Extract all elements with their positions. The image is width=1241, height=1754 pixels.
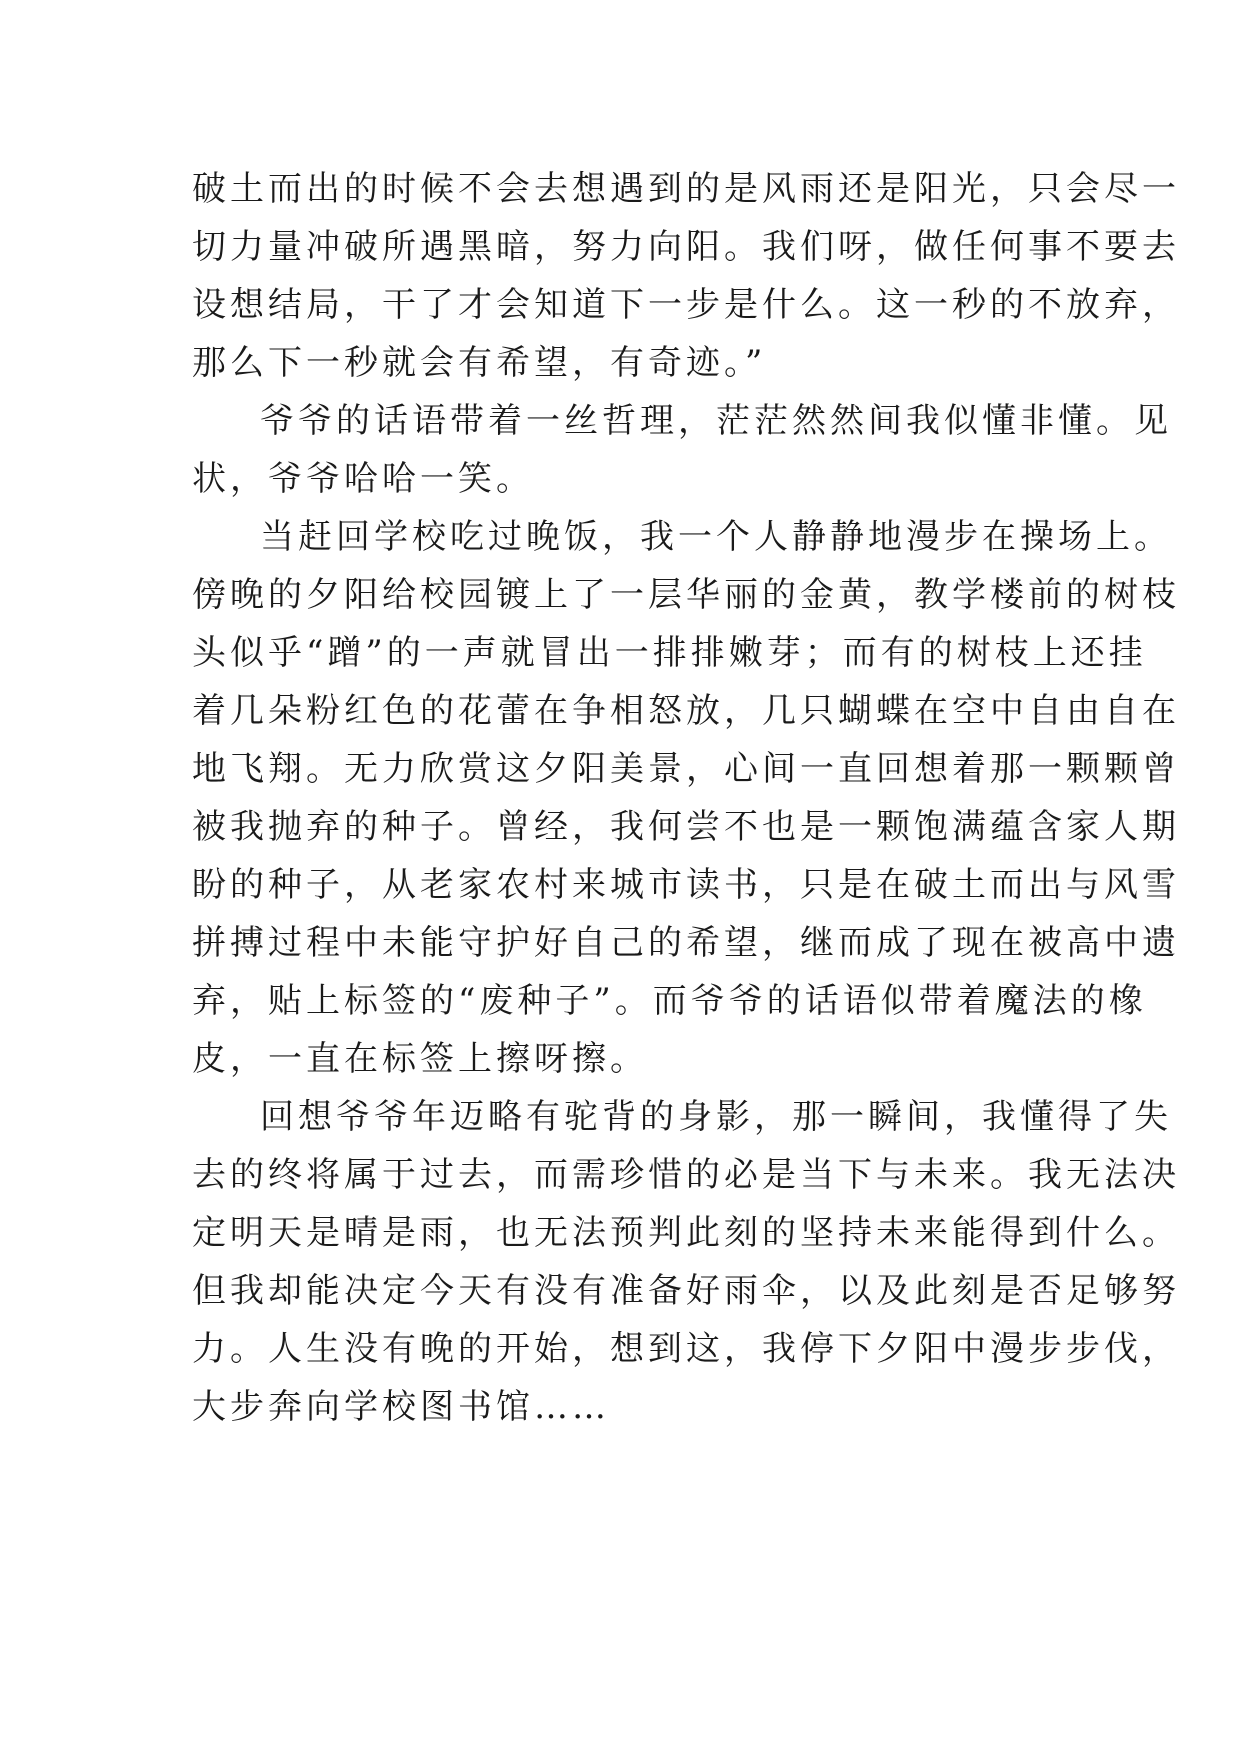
- text-line: 被我抛弃的种子。曾经，我何尝不也是一颗饱满蕴含家人期: [192, 807, 1180, 847]
- text-line: 那么下一秒就会有希望，有奇迹。”: [192, 343, 767, 383]
- text-line: 切力量冲破所遇黑暗，努力向阳。我们呀，做任何事不要去: [192, 227, 1180, 267]
- text-line: 力。人生没有晚的开始，想到这，我停下夕阳中漫步步伐，: [192, 1329, 1180, 1369]
- text-line: 去的终将属于过去，而需珍惜的必是当下与未来。我无法决: [192, 1155, 1180, 1195]
- paragraph-first-line: 回想爷爷年迈略有驼背的身影，那一瞬间，我懂得了失: [260, 1097, 1172, 1137]
- paragraph-first-line: 爷爷的话语带着一丝哲理，茫茫然然间我似懂非懂。见: [260, 401, 1172, 441]
- text-line: 拼搏过程中未能守护好自己的希望，继而成了现在被高中遗: [192, 923, 1180, 963]
- text-line: 状，爷爷哈哈一笑。: [192, 459, 534, 499]
- paragraph-first-line: 当赶回学校吃过晚饭，我一个人静静地漫步在操场上。: [260, 517, 1172, 557]
- text-line: 弃，贴上标签的“废种子”。而爷爷的话语似带着魔法的橡: [192, 981, 1147, 1021]
- text-line: 地飞翔。无力欣赏这夕阳美景，心间一直回想着那一颗颗曾: [192, 749, 1180, 789]
- document-body: [192, 160, 1180, 1436]
- text-line: 皮，一直在标签上擦呀擦。: [192, 1039, 648, 1079]
- text-line: 定明天是晴是雨，也无法预判此刻的坚持未来能得到什么。: [192, 1213, 1180, 1253]
- text-line: 盼的种子，从老家农村来城市读书，只是在破土而出与风雪: [192, 865, 1180, 905]
- text-line: 但我却能决定今天有没有准备好雨伞，以及此刻是否足够努: [192, 1271, 1180, 1311]
- text-line: 傍晚的夕阳给校园镀上了一层华丽的金黄，教学楼前的树枝: [192, 575, 1180, 615]
- text-line: 破土而出的时候不会去想遇到的是风雨还是阳光，只会尽一: [192, 169, 1180, 209]
- text-line: 头似乎“蹭”的一声就冒出一排排嫩芽；而有的树枝上还挂: [192, 633, 1147, 673]
- text-line: 大步奔向学校图书馆……: [192, 1387, 610, 1427]
- text-line: 着几朵粉红色的花蕾在争相怒放，几只蝴蝶在空中自由自在: [192, 691, 1180, 731]
- text-line: 设想结局，干了才会知道下一步是什么。这一秒的不放弃，: [192, 285, 1180, 325]
